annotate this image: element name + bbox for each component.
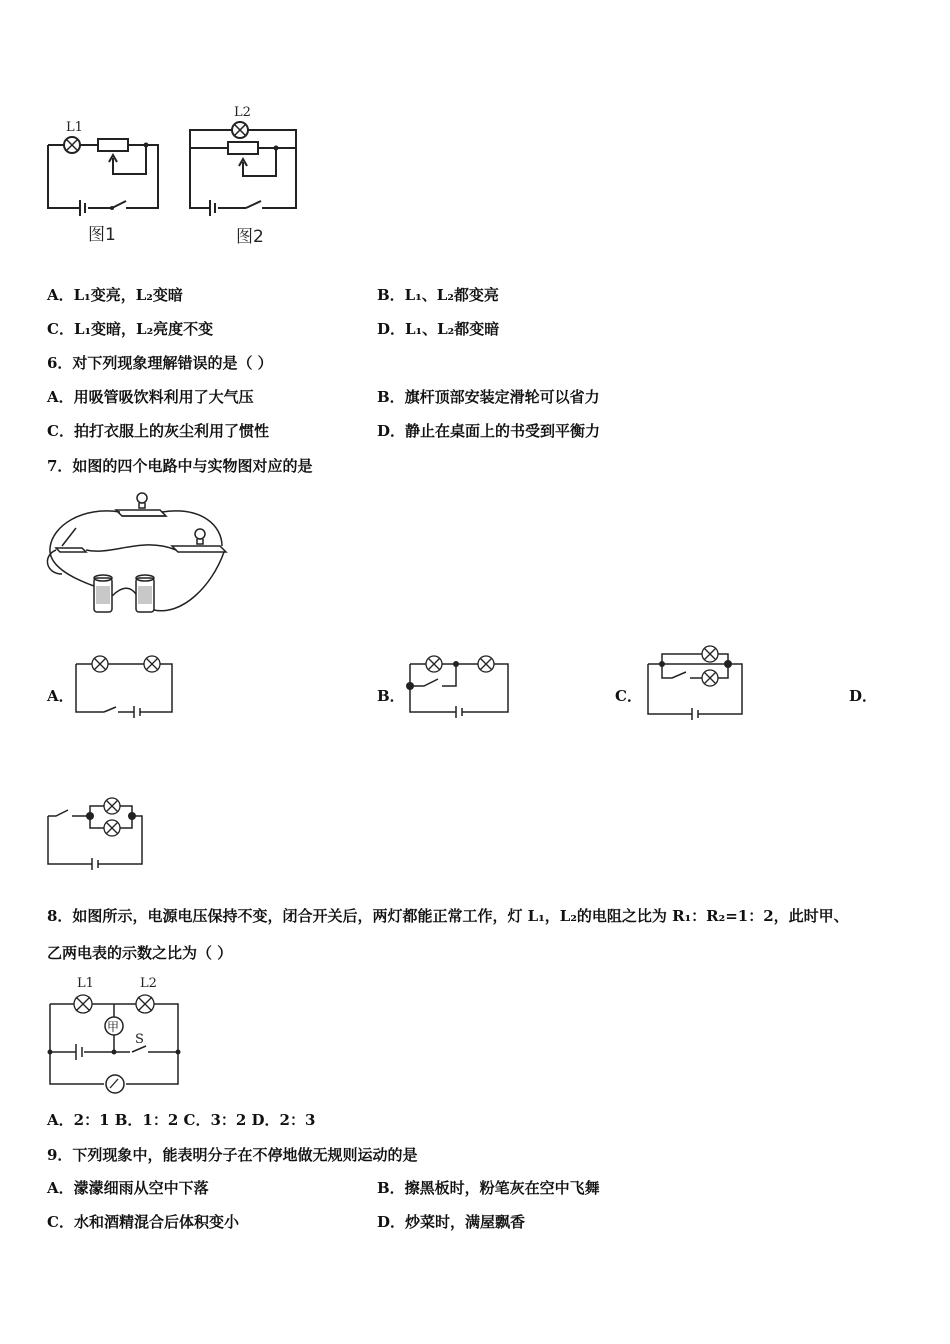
q7-label-c: C． <box>615 687 642 705</box>
q5-fig1-lamp-label: L1 <box>66 120 83 135</box>
q7-stem: 7．如图的四个电路中与实物图对应的是 <box>47 457 313 475</box>
q7-option-d-circuit[interactable] <box>42 792 150 870</box>
q5-option-c: C．L₁变暗，L₂亮度不变 <box>47 320 214 338</box>
q8-circuit-figure <box>42 972 188 1094</box>
q8-switch-label: S <box>135 1032 144 1047</box>
q6-option-c: C．拍打衣服上的灰尘利用了惯性 <box>47 422 269 440</box>
q7-label-b: B． <box>377 687 405 705</box>
q5-fig2-caption: 图2 <box>236 227 264 247</box>
q5-fig2-lamp-label: L2 <box>234 105 251 120</box>
q9-option-d: D．炒菜时，满屋飘香 <box>377 1213 526 1231</box>
q7-option-b-circuit[interactable] <box>404 652 514 718</box>
q5-option-a: A．L₁变亮，L₂变暗 <box>47 286 183 304</box>
lamp-l2-icon <box>136 995 154 1013</box>
q8-stem-line-1: 8．如图所示，电源电压保持不变，闭合开关后，两灯都能正常工作，灯 L₁，L₂的电阻之比为 R₁：R₂=1：2，此时甲、 <box>47 907 849 925</box>
q6-option-b: B．旗杆顶部安装定滑轮可以省力 <box>377 388 600 406</box>
q8-lamp1-label: L1 <box>77 976 94 991</box>
lamp-l1-icon <box>74 995 92 1013</box>
q9-option-a: A．濛濛细雨从空中下落 <box>47 1179 209 1197</box>
q9-option-b: B．擦黑板时，粉笔灰在空中飞舞 <box>377 1179 600 1197</box>
q8-meter-jia-label: 甲 <box>107 1020 120 1034</box>
q7-label-d: D． <box>849 687 878 705</box>
lamp-l2-icon <box>232 122 248 138</box>
q6-option-d: D．静止在桌面上的书受到平衡力 <box>377 422 601 440</box>
q8-lamp2-label: L2 <box>140 976 157 991</box>
q5-option-b: B．L₁、L₂都变亮 <box>377 286 499 304</box>
q6-option-a: A．用吸管吸饮料利用了大气压 <box>47 388 254 406</box>
meter-yi-icon <box>106 1075 124 1093</box>
q9-stem: 9．下列现象中，能表明分子在不停地做无规则运动的是 <box>47 1146 418 1164</box>
q5-fig1-caption: 图1 <box>88 225 116 245</box>
q5-figure-2 <box>184 100 306 250</box>
q5-option-d: D．L₁、L₂都变暗 <box>377 320 500 338</box>
q7-option-a-circuit[interactable] <box>72 652 178 718</box>
lamp-icon <box>104 798 120 836</box>
q6-stem: 6．对下列现象理解错误的是（ ） <box>47 354 273 372</box>
meter-jia-icon <box>105 1017 123 1035</box>
q8-options: A．2：1 B．1：2 C．3：2 D．2：3 <box>47 1111 316 1129</box>
lamp-icon <box>702 646 718 686</box>
q7-label-a: A． <box>47 687 74 705</box>
q8-stem-line-2: 乙两电表的示数之比为（ ） <box>47 944 233 962</box>
lamp-l1-icon <box>64 137 80 153</box>
q5-figure-1 <box>40 100 170 250</box>
q7-physical-circuit-figure <box>42 486 242 626</box>
q7-option-c-circuit[interactable] <box>642 642 750 720</box>
q9-option-c: C．水和酒精混合后体积变小 <box>47 1213 239 1231</box>
